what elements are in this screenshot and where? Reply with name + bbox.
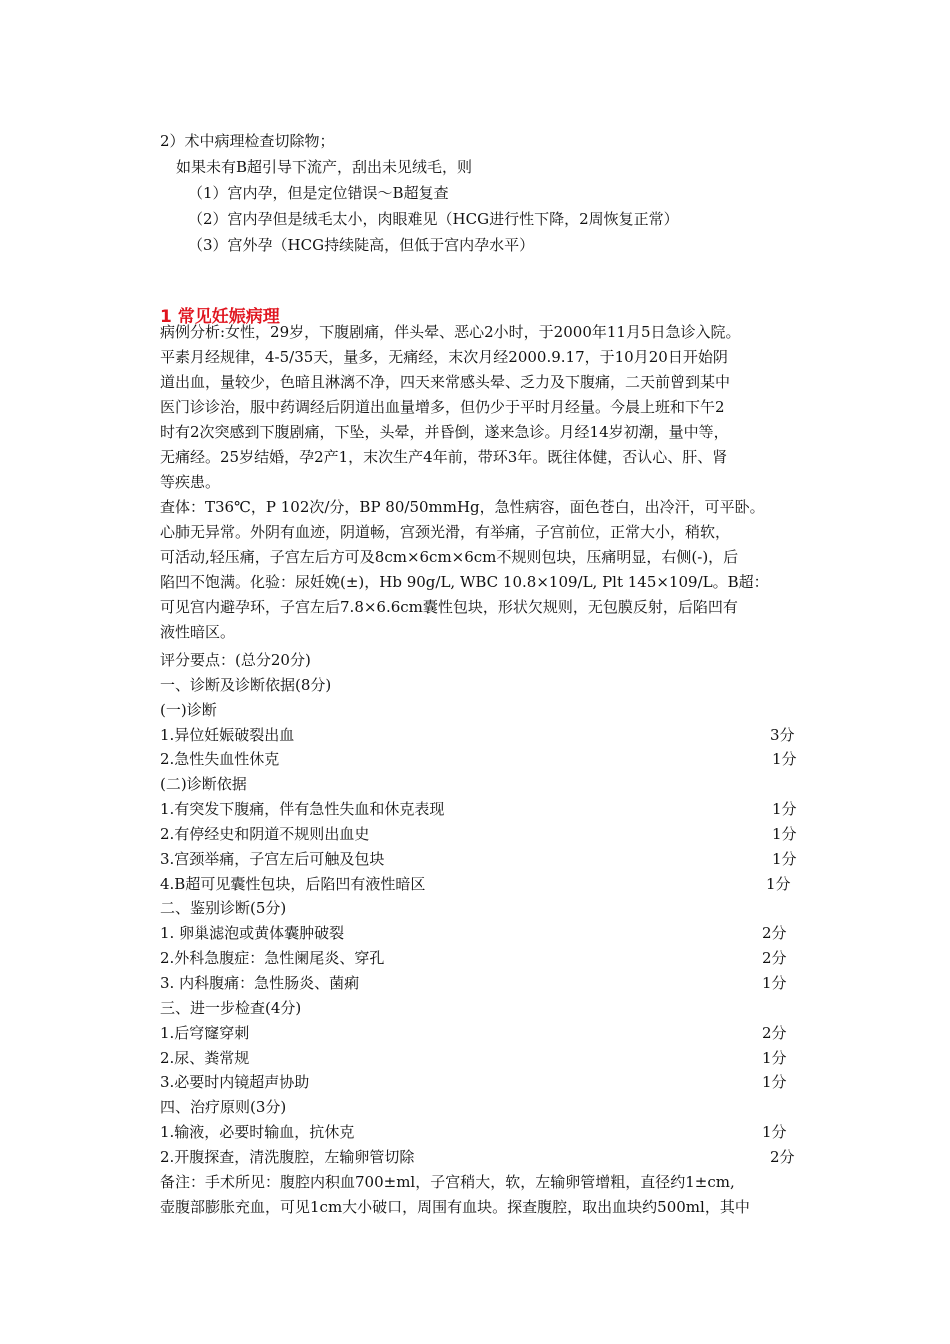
scoring-row <box>160 797 820 822</box>
case-line: 等疾患。 <box>160 473 221 491</box>
scoring-points: 1分 <box>766 874 791 893</box>
scoring-item: 二、鉴别诊断(5分) <box>160 899 287 918</box>
scoring-item: 一、诊断及诊断依据(8分) <box>160 675 332 694</box>
intro-line-3: （1）宫内孕，但是定位错误～B超复查 <box>188 184 449 202</box>
scoring-item: 2.外科急腹症：急性阑尾炎、穿孔 <box>160 949 385 968</box>
scoring-points: 2分 <box>762 1023 787 1042</box>
scoring-points: 1分 <box>772 800 797 819</box>
scoring-item: 2.开腹探查，清洗腹腔，左输卵管切除 <box>160 1147 415 1166</box>
scoring-item: 1. 卵巢滤泡或黄体囊肿破裂 <box>160 924 345 943</box>
scoring-row <box>160 896 820 921</box>
scoring-item: 3.宫颈举痛，子宫左后可触及包块 <box>160 849 385 868</box>
scoring-points: 1分 <box>762 973 787 992</box>
scoring-row <box>160 921 820 946</box>
scoring-points: 1分 <box>762 1048 787 1067</box>
scoring-row <box>160 971 820 996</box>
scoring-row <box>160 1046 820 1071</box>
scoring-item: 1.输液，必要时输血，抗休克 <box>160 1123 355 1142</box>
scoring-item: 三、进一步检查(4分) <box>160 998 302 1017</box>
case-line: 时有2次突感到下腹剧痛，下坠，头晕，并昏倒，遂来急诊。月经14岁初潮，量中等， <box>160 423 729 441</box>
scoring-header: 评分要点：(总分20分) <box>160 651 311 669</box>
case-line: 陷凹不饱满。化验：尿妊娩(±)，Hb 90g/L, WBC 10.8×109/L, Plt 145×109/L。B超： <box>160 573 769 591</box>
scoring-section <box>160 648 820 1170</box>
intro-line-1: 2）术中病理检查切除物； <box>160 132 335 150</box>
scoring-row <box>160 673 820 698</box>
scoring-item: 2.有停经史和阴道不规则出血史 <box>160 824 370 843</box>
scoring-item: 1.后穹窿穿刺 <box>160 1023 250 1042</box>
case-line: 心肺无异常。外阴有血迹，阴道畅，宫颈光滑，有举痛，子宫前位，正常大小，稍软， <box>160 523 731 541</box>
scoring-item: (二)诊断依据 <box>160 775 247 794</box>
scoring-points: 1分 <box>772 824 797 843</box>
scoring-points: 2分 <box>762 949 787 968</box>
scoring-row <box>160 872 820 897</box>
scoring-item: 2.急性失血性休克 <box>160 750 280 769</box>
scoring-points: 1分 <box>772 849 797 868</box>
scoring-row <box>160 698 820 723</box>
scoring-item: 四、治疗原则(3分) <box>160 1098 287 1117</box>
case-line: 平素月经规律，4-5/35天，量多，无痛经，末次月经2000.9.17，于10月20日开始阴 <box>160 348 728 366</box>
notes-block <box>160 1170 810 1220</box>
scoring-row <box>160 946 820 971</box>
case-line: 液性暗区。 <box>160 623 236 641</box>
scoring-row <box>160 847 820 872</box>
case-description <box>160 320 810 645</box>
scoring-row <box>160 822 820 847</box>
scoring-row <box>160 723 820 748</box>
intro-line-2: 如果未有B超引导下流产，刮出未见绒毛，则 <box>176 158 473 176</box>
scoring-item: 1.异位妊娠破裂出血 <box>160 725 295 744</box>
scoring-row <box>160 772 820 797</box>
scoring-row <box>160 1095 820 1120</box>
case-line: 可见宫内避孕环，子宫左后7.8×6.6cm囊性包块，形状欠规则，无包膜反射，后陷凹有 <box>160 598 738 616</box>
intro-line-5: （3）宫外孕（HCG持续陡高，但低于宫内孕水平） <box>188 236 535 254</box>
scoring-row <box>160 1021 820 1046</box>
scoring-points: 3分 <box>770 725 795 744</box>
intro-block <box>160 128 679 258</box>
scoring-row <box>160 1120 820 1145</box>
scoring-item: (一)诊断 <box>160 700 217 719</box>
scoring-row <box>160 747 820 772</box>
scoring-row <box>160 996 820 1021</box>
scoring-points: 1分 <box>772 750 797 769</box>
case-line: 查体：T36℃，P 102次/分，BP 80/50mmHg，急性病容，面色苍白，出冷汗，可平卧。 <box>160 498 765 516</box>
scoring-item: 3.必要时内镜超声协助 <box>160 1073 310 1092</box>
section-title: 1 常见妊娠病理 <box>160 307 280 327</box>
notes-line: 备注：手术所见：腹腔内积血700±ml，子宫稍大，软，左输卵管增粗，直径约1±cm, <box>160 1173 735 1191</box>
scoring-row <box>160 1145 820 1170</box>
scoring-item: 1.有突发下腹痛，伴有急性失血和休克表现 <box>160 800 445 819</box>
scoring-points: 2分 <box>770 1147 795 1166</box>
case-line: 无痛经。25岁结婚，孕2产1，末次生产4年前，带环3年。既往体健，否认心、肝、肾 <box>160 448 728 466</box>
notes-line: 壶腹部膨胀充血，可见1cm大小破口，周围有血块。探查腹腔，取出血块约500ml，其中 <box>160 1198 750 1216</box>
scoring-item: 2.尿、粪常规 <box>160 1048 250 1067</box>
case-line: 可活动,轻压痛，子宫左后方可及8cm×6cm×6cm不规则包块，压痛明显，右侧(-)，后 <box>160 548 739 566</box>
case-line: 道出血，量较少，色暗且淋漓不净，四天来常感头晕、乏力及下腹痛，二天前曾到某中 <box>160 373 731 391</box>
intro-line-4: （2）宫内孕但是绒毛太小，肉眼难见（HCG进行性下降，2周恢复正常） <box>188 210 679 228</box>
scoring-item: 3. 内科腹痛：急性肠炎、菌痢 <box>160 973 360 992</box>
scoring-points: 1分 <box>762 1073 787 1092</box>
scoring-row <box>160 1070 820 1095</box>
scoring-points: 2分 <box>762 924 787 943</box>
scoring-item: 4.B超可见囊性包块，后陷凹有液性暗区 <box>160 874 426 893</box>
case-line: 医门诊诊治，服中药调经后阴道出血量增多，但仍少于平时月经量。今晨上班和下午2 <box>160 398 725 416</box>
scoring-points: 1分 <box>762 1123 787 1142</box>
case-line: 病例分析:女性，29岁，下腹剧痛，伴头晕、恶心2小时，于2000年11月5日急诊入院。 <box>160 323 741 341</box>
